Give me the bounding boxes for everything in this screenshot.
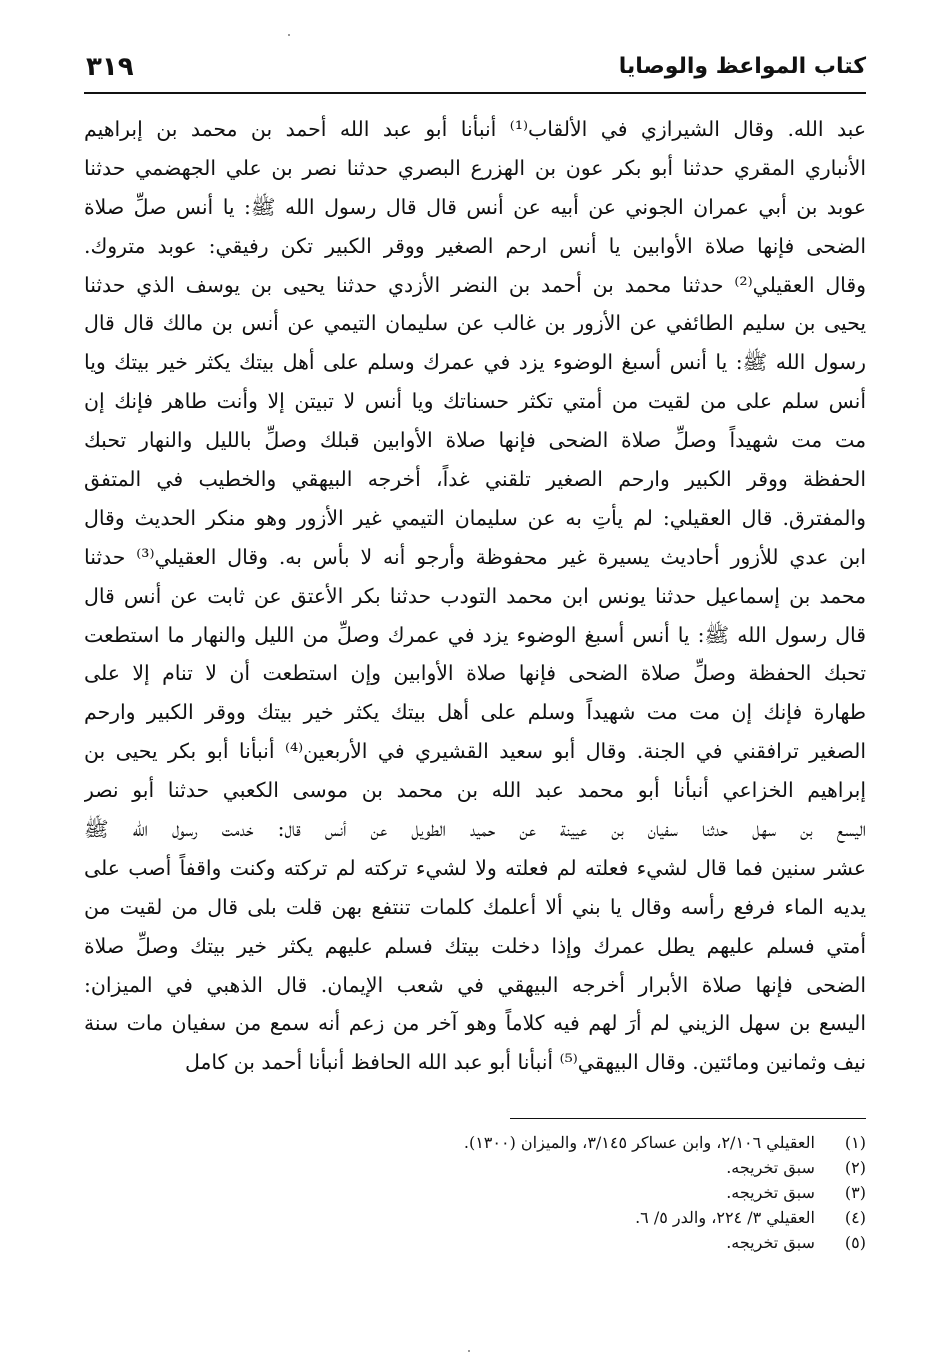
text-line: الحفظة ووقر الكبير وارحم الصغير تلقني غداً، أخرجه البيهقي والخطيب في المتفق [84, 467, 866, 492]
footnotes [346, 1130, 866, 1255]
text-line: ابن عدي للأزور أحاديث يسيرة غير محفوظة وأرجو أنه لا بأس به. وقال العقيلي⁽³⁾ حدثنا [84, 544, 866, 569]
footnote-number: (٣) [844, 1183, 866, 1202]
main-text [84, 110, 866, 1082]
page-number: ٣١٩ [86, 52, 134, 82]
footnote-number: (٤) [844, 1208, 866, 1227]
text-line: الأنباري المقري حدثنا أبو بكر عون بن الهزرع البصري حدثنا نصر بن علي الجهضمي حدثنا [84, 155, 866, 180]
footnote [346, 1180, 866, 1205]
text-line: أنس سلم على من لقيت من أمتي تكثر حسناتك ويا أنس لا تبيتن إلا وأنت طاهر فإنك إن [84, 389, 866, 414]
text-line: محمد بن إسماعيل حدثنا يونس ابن محمد التودب حدثنا بكر الأعتق عن ثابت عن أنس قال [84, 583, 866, 608]
text-line: عبد الله. وقال الشيرازي في الألقاب⁽¹⁾ أنبأنا أبو عبد الله أحمد بن محمد بن إبراهيم [84, 117, 866, 141]
footnote-text: سبق تخريجه. [726, 1183, 815, 1202]
book-title: كتاب المواعظ والوصايا [618, 54, 866, 79]
footnote [346, 1230, 866, 1255]
text-line: مت مت شهيداً وصلِّ صلاة الضحى فإنها صلاة الأوابين قبلك وصلِّ بالليل والنهار تحبك [84, 428, 866, 453]
text-line: وقال العقيلي⁽²⁾ حدثنا محمد بن أحمد بن النضر الأزدي حدثنا يحيى بن يوسف الذي حدثنا [84, 272, 866, 297]
text-line: يحيى بن سليم الطائفي عن الأزور بن غالب عن سليمان التيمي عن أنس بن مالك قال قال [84, 311, 866, 336]
text-line: اليسع بن سهل الزيني لم أرَ لهم فيه كلاماً وهو آخر من زعم أنه سمع من سفيان مات سنة [84, 1011, 866, 1036]
text-line: الضحى فإنها صلاة الأوابين يا أنس ارحم الصغير ووقر الكبير تكن رفيقي: عوبد متروك. [84, 233, 866, 258]
footnote-text: العقيلي ٢/١٠٦، وابن عساكر ٣/١٤٥، والميزان (١٣٠٠). [463, 1133, 815, 1152]
text-line: عشر سنين فما قال لشيء فعلته لم فعلته ولا لشيء تركته لم تركته وكنت واقفاً أصب على [84, 855, 866, 880]
footnote-number: (١) [844, 1133, 866, 1152]
footnote-separator [510, 1118, 866, 1119]
text-line: والمفترق. قال العقيلي: لم يأتِ به عن سليمان التيمي غير الأزور وهو منكر الحديث وقال [84, 505, 866, 530]
running-header [84, 50, 866, 94]
text-line: الصغير ترافقني في الجنة. وقال أبو سعيد القشيري في الأربعين⁽⁴⁾ أنبأنا أبو بكر يحيى بن [84, 739, 866, 764]
scan-speck [468, 1350, 470, 1352]
footnote [346, 1205, 866, 1230]
text-line: الضحى فإنها صلاة الأبرار أخرجه البيهقي في شعب الإيمان. قال الذهبي في الميزان: [84, 972, 866, 997]
text-line: نيف وثمانين ومائتين. وقال البيهقي⁽⁵⁾ أنبأنا أبو عبد الله الحافظ أنبأنا أحمد بن كامل [184, 1050, 866, 1075]
footnote-text: العقيلي ٣/ ٢٢٤، والدر ٥/ ٦. [635, 1208, 815, 1227]
text-line: أمتي فسلم عليهم يطل عمرك وإذا دخلت بيتك فسلم عليهم يكثر خير بيتك وصلِّ صلاة [84, 933, 866, 958]
scan-speck [288, 34, 290, 36]
text-line: اليسع بن سهل حدثنا سفيان بن عيينة عن حميد الطويل عن أنس قال: خدمت رسول الله ﷺ [84, 817, 866, 842]
footnote-text: سبق تخريجه. [726, 1233, 815, 1252]
footnote-text: سبق تخريجه. [726, 1158, 815, 1177]
text-line: رسول الله ﷺ: يا أنس أسبغ الوضوء يزد في عمرك وسلم على أهل بيتك يكثر خير بيتك ويا [84, 350, 866, 375]
footnote [346, 1155, 866, 1180]
text-line: تحبك الحفظة وصلِّ صلاة الضحى فإنها صلاة الأوابين وإن استطعت أن لا تنام إلا على [84, 661, 866, 686]
text-line: عوبد بن أبي عمران الجوني عن أبيه عن أنس قال قال رسول الله ﷺ: يا أنس صلِّ صلاة [84, 194, 866, 219]
footnote [346, 1130, 866, 1155]
footnote-number: (٥) [844, 1233, 866, 1252]
text-line: قال رسول الله ﷺ: يا أنس أسبغ الوضوء يزد في عمرك وصلِّ من الليل والنهار ما استطعت [84, 622, 866, 647]
text-line: طهارة فإنك إن مت مت شهيداً وسلم على أهل بيتك يكثر خير بيتك ووقر الكبير وارحم [84, 700, 866, 725]
text-line: إبراهيم الخزاعي أنبأنا أبو محمد عبد الله بن محمد بن موسى الكعبي حدثنا أبو نصر [84, 778, 866, 803]
footnote-number: (٢) [844, 1158, 866, 1177]
text-line: يديه الماء فرفع رأسه وقال يا بني ألا أعلمك كلمات تنتفع بهن قلت بلى قال من لقيت من [84, 894, 866, 919]
